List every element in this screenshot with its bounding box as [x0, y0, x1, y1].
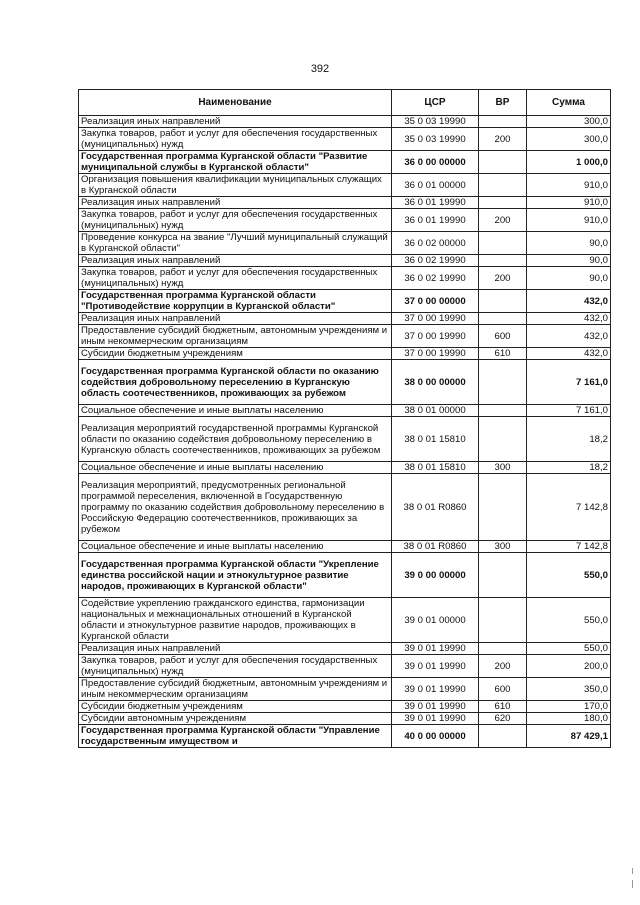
sum-cell: 432,0	[527, 325, 611, 348]
csr-cell: 39 0 01 19990	[392, 678, 479, 701]
csr-cell: 40 0 00 00000	[392, 725, 479, 748]
csr-cell: 38 0 01 R0860	[392, 541, 479, 553]
table-row	[79, 348, 611, 360]
vr-cell	[479, 360, 527, 405]
vr-cell	[479, 116, 527, 128]
csr-cell: 38 0 01 R0860	[392, 474, 479, 541]
vr-cell	[479, 405, 527, 417]
table-header-row	[79, 90, 611, 116]
sum-cell: 90,0	[527, 232, 611, 255]
name-cell: Субсидии бюджетным учреждениям	[79, 701, 392, 713]
vr-cell: 600	[479, 325, 527, 348]
vr-cell	[479, 197, 527, 209]
name-cell: Закупка товаров, работ и услуг для обеспечения государственных (муниципальных) нужд	[79, 655, 392, 678]
table-row	[79, 713, 611, 725]
table-row	[79, 116, 611, 128]
table-row	[79, 655, 611, 678]
table-row	[79, 255, 611, 267]
table-row	[79, 197, 611, 209]
vr-cell	[479, 643, 527, 655]
table-row	[79, 417, 611, 462]
sum-cell: 200,0	[527, 655, 611, 678]
csr-cell: 37 0 00 00000	[392, 290, 479, 313]
sum-cell: 432,0	[527, 290, 611, 313]
vr-cell: 300	[479, 541, 527, 553]
name-cell: Реализация иных направлений	[79, 116, 392, 128]
csr-cell: 35 0 03 19990	[392, 116, 479, 128]
table-row	[79, 405, 611, 417]
name-cell: Государственная программа Курганской области "Противодействие коррупции в Курганской области"	[79, 290, 392, 313]
sum-cell: 180,0	[527, 713, 611, 725]
name-cell: Содействие укреплению гражданского единства, гармонизации национальных и межнациональных отношений в Курганской области и этнокультурное развитие народов, проживающих в Курганской области	[79, 598, 392, 643]
csr-cell: 36 0 02 19990	[392, 255, 479, 267]
name-cell: Закупка товаров, работ и услуг для обеспечения государственных (муниципальных) нужд	[79, 209, 392, 232]
table-row	[79, 151, 611, 174]
name-cell: Предоставление субсидий бюджетным, автономным учреждениям и иным некоммерческим организациям	[79, 325, 392, 348]
vr-cell	[479, 598, 527, 643]
sum-cell: 432,0	[527, 313, 611, 325]
vr-cell: 610	[479, 348, 527, 360]
sum-cell: 7 142,8	[527, 474, 611, 541]
csr-cell: 39 0 00 00000	[392, 553, 479, 598]
csr-cell: 37 0 00 19990	[392, 313, 479, 325]
table-row	[79, 209, 611, 232]
table-row	[79, 290, 611, 313]
table-row	[79, 462, 611, 474]
csr-cell: 38 0 00 00000	[392, 360, 479, 405]
name-cell: Государственная программа Курганской области по оказанию содействия добровольному переселению в Курганскую область соотечественников, проживающих за рубежом	[79, 360, 392, 405]
name-cell: Социальное обеспечение и иные выплаты населению	[79, 462, 392, 474]
vr-cell	[479, 290, 527, 313]
vr-cell: 600	[479, 678, 527, 701]
table-row	[79, 701, 611, 713]
vr-cell	[479, 255, 527, 267]
name-cell: Проведение конкурса на звание "Лучший муниципальный служащий в Курганской области"	[79, 232, 392, 255]
csr-cell: 36 0 02 00000	[392, 232, 479, 255]
csr-cell: 39 0 01 19990	[392, 643, 479, 655]
vr-cell: 300	[479, 462, 527, 474]
csr-cell: 38 0 01 15810	[392, 462, 479, 474]
scan-artifact	[632, 868, 633, 874]
sum-cell: 910,0	[527, 197, 611, 209]
sum-cell: 550,0	[527, 553, 611, 598]
name-cell: Реализация иных направлений	[79, 313, 392, 325]
csr-cell: 36 0 02 19990	[392, 267, 479, 290]
vr-cell	[479, 474, 527, 541]
table-row	[79, 360, 611, 405]
vr-cell	[479, 313, 527, 325]
sum-cell: 550,0	[527, 598, 611, 643]
vr-cell: 200	[479, 128, 527, 151]
csr-cell: 38 0 01 00000	[392, 405, 479, 417]
name-cell: Субсидии бюджетным учреждениям	[79, 348, 392, 360]
name-cell: Реализация иных направлений	[79, 643, 392, 655]
table-row	[79, 541, 611, 553]
header-csr: ЦСР	[392, 90, 479, 116]
sum-cell: 7 142,8	[527, 541, 611, 553]
table-row	[79, 725, 611, 748]
header-sum: Сумма	[527, 90, 611, 116]
table-row	[79, 232, 611, 255]
table-row	[79, 267, 611, 290]
sum-cell: 550,0	[527, 643, 611, 655]
page-number: 392	[310, 63, 330, 75]
table-body	[79, 116, 611, 748]
sum-cell: 910,0	[527, 209, 611, 232]
sum-cell: 350,0	[527, 678, 611, 701]
name-cell: Реализация мероприятий, предусмотренных региональной программой переселения, включенной в Государственную программу по оказанию содействия добровольному переселению в Российскую Федерацию соотечественников, проживающих за рубежом	[79, 474, 392, 541]
csr-cell: 36 0 01 19990	[392, 209, 479, 232]
sum-cell: 18,2	[527, 462, 611, 474]
budget-table	[78, 89, 611, 748]
table-row	[79, 128, 611, 151]
table-row	[79, 474, 611, 541]
header-vr: ВР	[479, 90, 527, 116]
name-cell: Реализация мероприятий государственной программы Курганской области по оказанию содействия добровольному переселению в Курганскую область соотечественников, проживающих за рубежом	[79, 417, 392, 462]
sum-cell: 87 429,1	[527, 725, 611, 748]
csr-cell: 36 0 01 00000	[392, 174, 479, 197]
name-cell: Государственная программа Курганской области "Развитие муниципальной службы в Курганской области"	[79, 151, 392, 174]
vr-cell: 610	[479, 701, 527, 713]
csr-cell: 37 0 00 19990	[392, 325, 479, 348]
csr-cell: 39 0 01 19990	[392, 701, 479, 713]
table-row	[79, 678, 611, 701]
name-cell: Реализация иных направлений	[79, 255, 392, 267]
table-row	[79, 643, 611, 655]
csr-cell: 38 0 01 15810	[392, 417, 479, 462]
table-row	[79, 598, 611, 643]
scan-artifact	[632, 880, 633, 888]
name-cell: Социальное обеспечение и иные выплаты населению	[79, 405, 392, 417]
sum-cell: 90,0	[527, 255, 611, 267]
sum-cell: 7 161,0	[527, 405, 611, 417]
name-cell: Закупка товаров, работ и услуг для обеспечения государственных (муниципальных) нужд	[79, 128, 392, 151]
csr-cell: 36 0 00 00000	[392, 151, 479, 174]
csr-cell: 36 0 01 19990	[392, 197, 479, 209]
name-cell: Государственная программа Курганской области "Укрепление единства российской нации и этнокультурное развитие народов, проживающих в Курганской области"	[79, 553, 392, 598]
header-name: Наименование	[79, 90, 392, 116]
sum-cell: 7 161,0	[527, 360, 611, 405]
vr-cell	[479, 232, 527, 255]
sum-cell: 1 000,0	[527, 151, 611, 174]
vr-cell	[479, 725, 527, 748]
name-cell: Предоставление субсидий бюджетным, автономным учреждениям и иным некоммерческим организациям	[79, 678, 392, 701]
sum-cell: 18,2	[527, 417, 611, 462]
name-cell: Закупка товаров, работ и услуг для обеспечения государственных (муниципальных) нужд	[79, 267, 392, 290]
sum-cell: 170,0	[527, 701, 611, 713]
name-cell: Реализация иных направлений	[79, 197, 392, 209]
csr-cell: 39 0 01 00000	[392, 598, 479, 643]
vr-cell	[479, 417, 527, 462]
csr-cell: 39 0 01 19990	[392, 713, 479, 725]
sum-cell: 90,0	[527, 267, 611, 290]
name-cell: Социальное обеспечение и иные выплаты населению	[79, 541, 392, 553]
table-row	[79, 174, 611, 197]
sum-cell: 910,0	[527, 174, 611, 197]
table-row	[79, 553, 611, 598]
sum-cell: 300,0	[527, 128, 611, 151]
vr-cell	[479, 151, 527, 174]
vr-cell	[479, 174, 527, 197]
name-cell: Субсидии автономным учреждениям	[79, 713, 392, 725]
sum-cell: 432,0	[527, 348, 611, 360]
vr-cell: 200	[479, 209, 527, 232]
sum-cell: 300,0	[527, 116, 611, 128]
name-cell: Организация повышения квалификации муниципальных служащих в Курганской области	[79, 174, 392, 197]
csr-cell: 39 0 01 19990	[392, 655, 479, 678]
csr-cell: 35 0 03 19990	[392, 128, 479, 151]
vr-cell: 620	[479, 713, 527, 725]
csr-cell: 37 0 00 19990	[392, 348, 479, 360]
table-row	[79, 325, 611, 348]
name-cell: Государственная программа Курганской области "Управление государственным имуществом и	[79, 725, 392, 748]
vr-cell	[479, 553, 527, 598]
table-row	[79, 313, 611, 325]
vr-cell: 200	[479, 655, 527, 678]
vr-cell: 200	[479, 267, 527, 290]
